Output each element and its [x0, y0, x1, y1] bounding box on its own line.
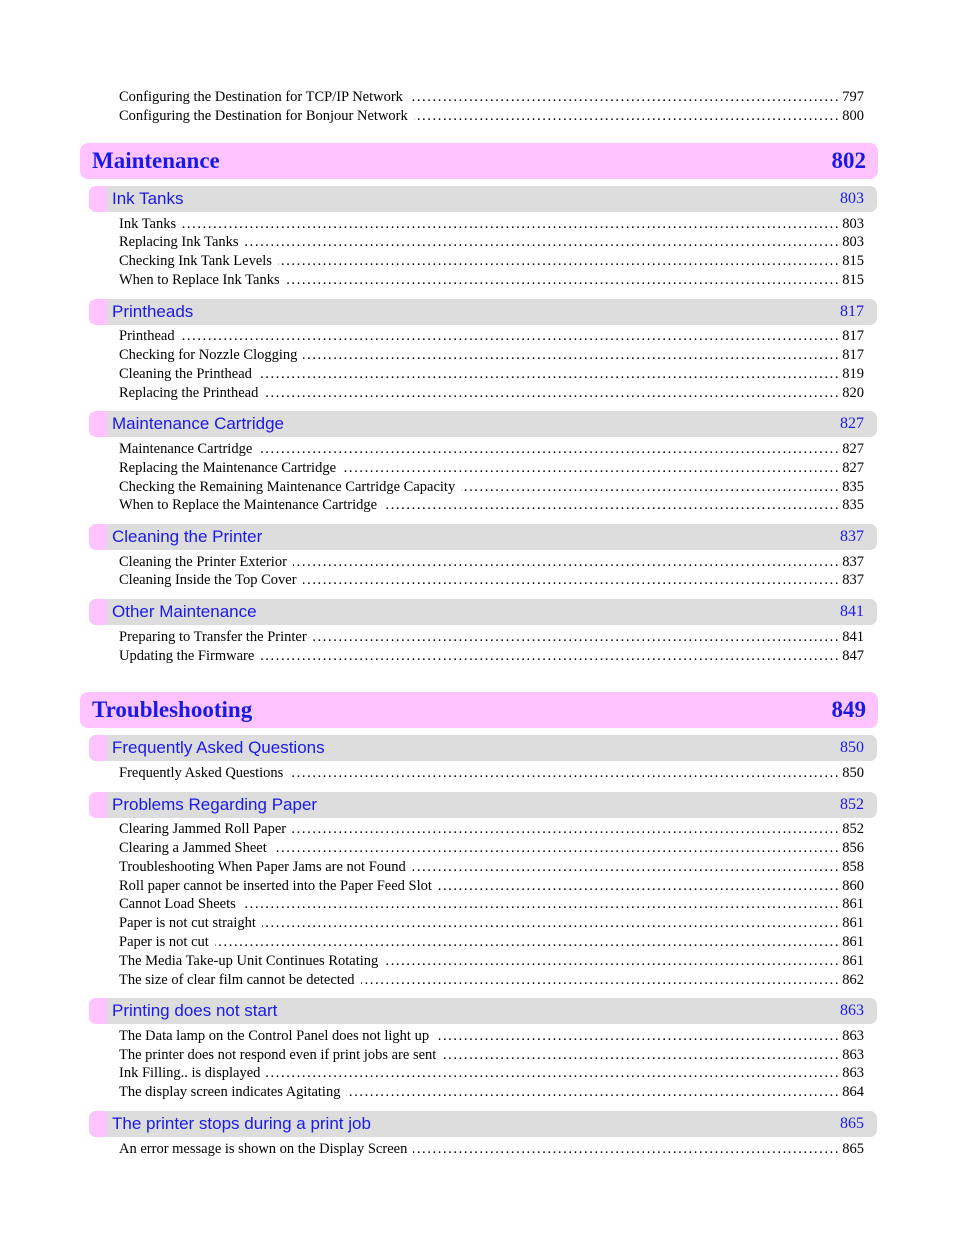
- toc-entry[interactable]: [119, 952, 864, 970]
- entry-page-number: 850: [838, 764, 864, 782]
- section-title: Other Maintenance: [112, 602, 257, 622]
- entry-title: Ink Filling.. is displayed: [119, 1064, 266, 1082]
- entry-title: Clearing a Jammed Sheet: [119, 839, 273, 857]
- chapter-heading[interactable]: [80, 692, 878, 728]
- entry-title: Clearing Jammed Roll Paper: [119, 820, 292, 838]
- section-heading[interactable]: [89, 998, 877, 1024]
- section-page-number: 865: [840, 1115, 864, 1132]
- entry-title: Paper is not cut: [119, 933, 215, 951]
- chapter-title: Troubleshooting: [92, 697, 253, 723]
- entry-title: The size of clear film cannot be detected: [119, 971, 361, 989]
- entry-page-number: 797: [838, 88, 864, 106]
- toc-entry[interactable]: [119, 233, 864, 251]
- entry-page-number: 860: [838, 877, 864, 895]
- toc-entry[interactable]: [119, 365, 864, 383]
- entry-title: When to Replace Ink Tanks: [119, 271, 286, 289]
- toc-entry[interactable]: [119, 839, 864, 857]
- section-heading[interactable]: [89, 411, 877, 437]
- entry-title: An error message is shown on the Display Screen: [119, 1140, 413, 1158]
- section-accent-tab: [89, 735, 107, 761]
- section-title: Problems Regarding Paper: [112, 794, 318, 814]
- entry-page-number: 835: [838, 496, 864, 514]
- section-title: Maintenance Cartridge: [112, 414, 284, 434]
- entry-page-number: 835: [838, 478, 864, 496]
- entry-page-number: 861: [838, 952, 864, 970]
- toc-entry[interactable]: [119, 647, 864, 665]
- toc-entry[interactable]: [119, 1027, 864, 1045]
- section-accent-tab: [89, 998, 107, 1024]
- toc-entry[interactable]: [119, 571, 864, 589]
- entry-page-number: 858: [838, 858, 864, 876]
- entry-title: Replacing the Maintenance Cartridge: [119, 459, 342, 477]
- section-accent-tab: [89, 411, 107, 437]
- entry-page-number: 856: [838, 839, 864, 857]
- entry-page-number: 847: [838, 647, 864, 665]
- entry-title: When to Replace the Maintenance Cartridge: [119, 496, 383, 514]
- entry-title: Printhead: [119, 327, 181, 345]
- entry-page-number: 852: [838, 820, 864, 838]
- entry-page-number: 837: [838, 553, 864, 571]
- toc-entry[interactable]: [119, 877, 864, 895]
- chapter-page-number: 802: [831, 148, 866, 173]
- section-accent-tab: [89, 599, 107, 625]
- toc-entry[interactable]: [119, 914, 864, 932]
- toc-entry[interactable]: [119, 820, 864, 838]
- entry-title: Cannot Load Sheets: [119, 895, 242, 913]
- chapter-title: Maintenance: [92, 148, 220, 173]
- entry-title: Troubleshooting When Paper Jams are not Found: [119, 858, 412, 876]
- entry-page-number: 817: [838, 346, 864, 364]
- entry-page-number: 861: [838, 933, 864, 951]
- toc-entry[interactable]: [119, 440, 864, 458]
- toc-entry[interactable]: [119, 971, 864, 989]
- entry-title: Cleaning the Printer Exterior: [119, 553, 293, 571]
- toc-entry[interactable]: [119, 107, 864, 125]
- section-heading[interactable]: [89, 186, 877, 212]
- toc-entry[interactable]: [119, 1083, 864, 1101]
- entry-page-number: 815: [838, 271, 864, 289]
- section-page-number: 841: [840, 603, 864, 621]
- section-title: Cleaning the Printer: [112, 527, 263, 547]
- dot-leader: [119, 933, 864, 951]
- section-heading[interactable]: [89, 735, 877, 761]
- section-heading[interactable]: [89, 299, 877, 325]
- section-page-number: 827: [840, 415, 864, 433]
- entry-page-number: 815: [838, 252, 864, 270]
- toc-entry[interactable]: [119, 628, 864, 646]
- section-accent-tab: [89, 299, 107, 325]
- entry-page-number: 827: [838, 440, 864, 458]
- section-heading[interactable]: [89, 1111, 877, 1137]
- chapter-heading[interactable]: [80, 143, 878, 179]
- section-title: Frequently Asked Questions: [112, 738, 325, 758]
- entry-title: Maintenance Cartridge: [119, 440, 258, 458]
- entry-title: Cleaning Inside the Top Cover: [119, 571, 303, 589]
- toc-entry[interactable]: [119, 459, 864, 477]
- toc-entry[interactable]: [119, 384, 864, 402]
- section-heading[interactable]: [89, 792, 877, 818]
- entry-title: The display screen indicates Agitating: [119, 1083, 346, 1101]
- toc-entry[interactable]: [119, 764, 864, 782]
- section-heading[interactable]: [89, 524, 877, 550]
- toc-entry[interactable]: [119, 553, 864, 571]
- toc-entry[interactable]: [119, 346, 864, 364]
- chapter-page-number: 849: [831, 697, 866, 723]
- entry-title: Ink Tanks: [119, 215, 182, 233]
- entry-page-number: 861: [838, 895, 864, 913]
- entry-title: Checking Ink Tank Levels: [119, 252, 278, 270]
- section-title: Printheads: [112, 301, 194, 321]
- section-title: The printer stops during a print job: [112, 1114, 371, 1133]
- entry-title: Configuring the Destination for Bonjour Network: [119, 107, 414, 125]
- section-accent-tab: [89, 186, 107, 212]
- entry-title: Roll paper cannot be inserted into the Paper Feed Slot: [119, 877, 438, 895]
- entry-title: The Media Take-up Unit Continues Rotating: [119, 952, 384, 970]
- section-page-number: 803: [840, 190, 864, 207]
- entry-page-number: 800: [838, 107, 864, 125]
- entry-title: Cleaning the Printhead: [119, 365, 258, 383]
- entry-title: The Data lamp on the Control Panel does not light up: [119, 1027, 435, 1045]
- entry-page-number: 803: [838, 215, 864, 233]
- entry-title: Replacing Ink Tanks: [119, 233, 245, 251]
- toc-entry[interactable]: [119, 88, 864, 106]
- entry-page-number: 820: [838, 384, 864, 402]
- dot-leader: [119, 327, 864, 345]
- section-page-number: 852: [840, 795, 864, 813]
- toc-entry[interactable]: [119, 271, 864, 289]
- entry-title: Replacing the Printhead: [119, 384, 264, 402]
- section-accent-tab: [89, 792, 107, 818]
- section-accent-tab: [89, 1111, 107, 1137]
- toc-entry[interactable]: [119, 252, 864, 270]
- entry-page-number: 863: [838, 1064, 864, 1082]
- toc-entry[interactable]: [119, 215, 864, 233]
- toc-entry[interactable]: [119, 1140, 864, 1158]
- entry-title: Checking for Nozzle Clogging: [119, 346, 303, 364]
- entry-page-number: 861: [838, 914, 864, 932]
- section-page-number: 837: [840, 528, 864, 546]
- section-page-number: 850: [840, 739, 864, 757]
- toc-entry[interactable]: [119, 933, 864, 951]
- dot-leader: [119, 215, 864, 233]
- entry-page-number: 803: [838, 233, 864, 251]
- entry-page-number: 864: [838, 1083, 864, 1101]
- toc-entry[interactable]: [119, 496, 864, 514]
- toc-entry[interactable]: [119, 895, 864, 913]
- section-title: Printing does not start: [112, 1001, 278, 1021]
- entry-title: Checking the Remaining Maintenance Cartridge Capacity: [119, 478, 461, 496]
- section-accent-tab: [89, 524, 107, 550]
- section-page-number: 863: [840, 1002, 864, 1020]
- entry-page-number: 862: [838, 971, 864, 989]
- entry-title: Updating the Firmware: [119, 647, 260, 665]
- entry-title: Paper is not cut straight: [119, 914, 262, 932]
- toc-entry[interactable]: [119, 1046, 864, 1064]
- entry-title: The printer does not respond even if print jobs are sent: [119, 1046, 442, 1064]
- entry-page-number: 863: [838, 1046, 864, 1064]
- entry-page-number: 863: [838, 1027, 864, 1045]
- entry-title: Frequently Asked Questions: [119, 764, 289, 782]
- section-title: Ink Tanks: [112, 189, 184, 208]
- entry-title: Configuring the Destination for TCP/IP Network: [119, 88, 409, 106]
- toc-entry[interactable]: [119, 858, 864, 876]
- toc-entry[interactable]: [119, 1064, 864, 1082]
- entry-title: Preparing to Transfer the Printer: [119, 628, 313, 646]
- section-heading[interactable]: [89, 599, 877, 625]
- entry-page-number: 837: [838, 571, 864, 589]
- entry-page-number: 865: [838, 1140, 864, 1158]
- entry-page-number: 827: [838, 459, 864, 477]
- section-page-number: 817: [840, 302, 864, 320]
- toc-entry[interactable]: [119, 327, 864, 345]
- toc-entry[interactable]: [119, 478, 864, 496]
- entry-page-number: 819: [838, 365, 864, 383]
- entry-page-number: 817: [838, 327, 864, 345]
- entry-page-number: 841: [838, 628, 864, 646]
